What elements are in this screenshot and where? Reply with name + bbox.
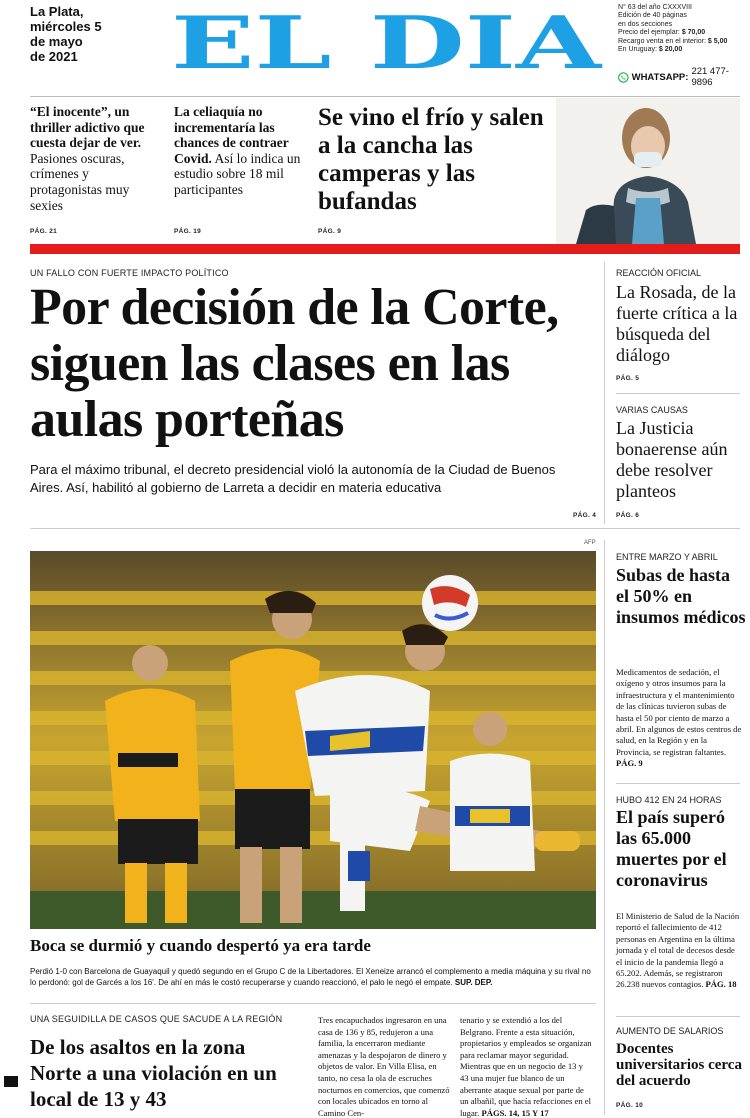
page-ref: PÁG. 21 — [30, 228, 58, 235]
date-line: de mayo — [30, 34, 83, 49]
edition-line: Recargo venta en el interior: $ 5,00 — [618, 37, 728, 45]
edition-line: Precio del ejemplar: $ 70,00 — [618, 29, 706, 37]
divider — [604, 540, 605, 1115]
page-ref: PÁG. 6 — [616, 512, 640, 519]
date-line: miércoles 5 — [30, 19, 102, 34]
page-ref: PÁG. 5 — [616, 375, 640, 382]
side-headline[interactable]: La Rosada, de la fuerte crítica a la búsqueda del diálogo — [616, 282, 738, 365]
teaser-cold[interactable] — [318, 104, 548, 216]
edition-date — [30, 4, 140, 64]
divider — [30, 528, 740, 529]
sports-text: Perdió 1-0 con Barcelona de Guayaquil y quedó segundo en el Grupo C de la Libertadores. El Xeneize arrancó el complemento a media máquina y su rival no lo perdonó: gol de Garcés a los 16'. De ahí en más le costó recuperarse y cuando reaccionó, el palo le negó el empate. SUP. DEP. — [30, 967, 591, 987]
cold-weather-photo[interactable] — [556, 98, 740, 244]
date-line: La Plata, — [30, 4, 84, 19]
divider — [616, 783, 740, 784]
divider — [616, 393, 740, 394]
side-headline[interactable]: Subas de hasta el 50% en insumos médicos — [616, 565, 746, 627]
divider — [604, 262, 605, 524]
section-marker — [4, 1076, 18, 1087]
bottom-column: tenario y se extendió a los del Belgrano. Frente a esta situación, propietarios y empleados se organizan para reclamar mayor seguridad. Mientras que en un negocio de 13 y 43 una mujer fue blanco de un aberrante ataque sexual por parte de un albañil, que hacía refacciones en el lugar. PÁGS. 14, 15 Y 17 — [460, 1015, 592, 1118]
teaser-celiac[interactable] — [174, 104, 304, 198]
edition-info — [618, 4, 746, 54]
page-ref: PÁG. 9 — [616, 758, 643, 769]
page-ref: PÁG. 10 — [616, 1102, 644, 1109]
main-kicker: UN FALLO CON FUERTE IMPACTO POLÍTICO — [30, 268, 229, 278]
teaser-series[interactable] — [30, 104, 155, 213]
divider — [30, 96, 740, 97]
whatsapp-number: 221 477-9896 — [691, 66, 729, 88]
main-subhead: Para el máximo tribunal, el decreto presidencial violó la autonomía de la Ciudad de Buenos Aires. Así, habilitó al gobierno de Larreta a decidir en materia educativa — [30, 462, 556, 495]
side-kicker: AUMENTO DE SALARIOS — [616, 1026, 724, 1036]
photo-credit: AFP — [584, 540, 596, 546]
page-ref: PÁG. 18 — [705, 979, 737, 990]
bottom-column: Tres encapuchados ingresaron en una casa de 136 y 85, redujeron a una familia, la encerraron mediante amenazas y la despojaron de dinero y objetos de valor. En Villa Elisa, en tanto, no cesa la ola de escruches nocturnos en comercios, que comenzó con locales ubicados en torno al Camino Cen- — [318, 1015, 450, 1118]
whatsapp-contact[interactable] — [618, 66, 748, 88]
page-ref: PÁGS. 14, 15 Y 17 — [481, 1107, 549, 1118]
page-ref: SUP. DEP. — [454, 978, 493, 987]
main-headline[interactable]: Por decisión de la Corte, siguen las clases en las aulas porteñas — [30, 279, 559, 448]
bottom-headline[interactable]: De los asaltos en la zona Norte a una violación en un local de 13 y 43 — [30, 1035, 277, 1111]
teaser-title: “El inocente”, un thriller adictivo que cuesta dejar de ver. — [30, 104, 145, 151]
side-headline[interactable]: Docentes universitarios cerca del acuerdo — [616, 1041, 742, 1089]
whatsapp-label: WHATSAPP: — [631, 71, 689, 83]
side-kicker: ENTRE MARZO Y ABRIL — [616, 552, 718, 562]
page-ref: PÁG. 9 — [318, 228, 342, 235]
side-headline[interactable]: La Justicia bonaerense aún debe resolver planteos — [616, 418, 728, 501]
side-kicker: HUBO 412 EN 24 HORAS — [616, 795, 722, 805]
side-text: Medicamentos de sedación, el oxígeno y otros insumos para la infraestructura y el mantenimiento de las clínicas tuvieron subas de hasta el 50 por ciento de marzo a abril. En algunos de estos centros de salud, en la Región y en la Provincia, se registran faltantes. PÁG. 9 — [616, 667, 742, 769]
edition-line: N° 63 del año CXXXVIII — [618, 4, 693, 11]
page-ref: PÁG. 4 — [573, 512, 597, 519]
teaser-text: Pasiones oscuras, crímenes y protagonistas muy sexies — [30, 150, 130, 213]
sports-headline[interactable]: Boca se durmió y cuando despertó ya era tarde — [30, 936, 371, 955]
logo-text: EL DIA — [171, 8, 603, 76]
teaser-title: Se vino el frío y salen a la cancha las camperas y las bufandas — [318, 104, 544, 215]
teaser-title: La celiaquía no incrementaría las chances de contraer Covid. — [174, 104, 289, 166]
divider — [30, 1003, 596, 1004]
edition-line: en dos secciones — [618, 20, 673, 28]
page-ref: PÁG. 19 — [174, 228, 202, 235]
teaser-text: Así lo indica un estudio sobre 18 mil participantes — [174, 150, 301, 197]
date-line: de 2021 — [30, 49, 78, 64]
side-text: El Ministerio de Salud de la Nación reportó el fallecimiento de 412 personas en Argentina en la última jornada y el total de decesos desde el inicio de la pandemia llegó a 65.202. Además, se registraron 26.238 nuevos contagios. PÁG. 18 — [616, 911, 740, 990]
side-kicker: VARIAS CAUSAS — [616, 405, 688, 415]
whatsapp-icon — [618, 72, 629, 83]
newspaper-logo[interactable] — [168, 8, 604, 76]
edition-line: En Uruguay: $ 20,00 — [618, 46, 683, 54]
side-kicker: REACCIÓN OFICIAL — [616, 268, 702, 278]
divider — [616, 1016, 740, 1017]
bottom-kicker: UNA SEGUIDILLA DE CASOS QUE SACUDE A LA REGIÓN — [30, 1014, 283, 1024]
football-photo[interactable] — [30, 551, 596, 929]
edition-line: Edición de 40 páginas — [618, 12, 687, 20]
accent-bar — [30, 244, 740, 254]
side-headline[interactable]: El país superó las 65.000 muertes por el coronavirus — [616, 807, 727, 890]
